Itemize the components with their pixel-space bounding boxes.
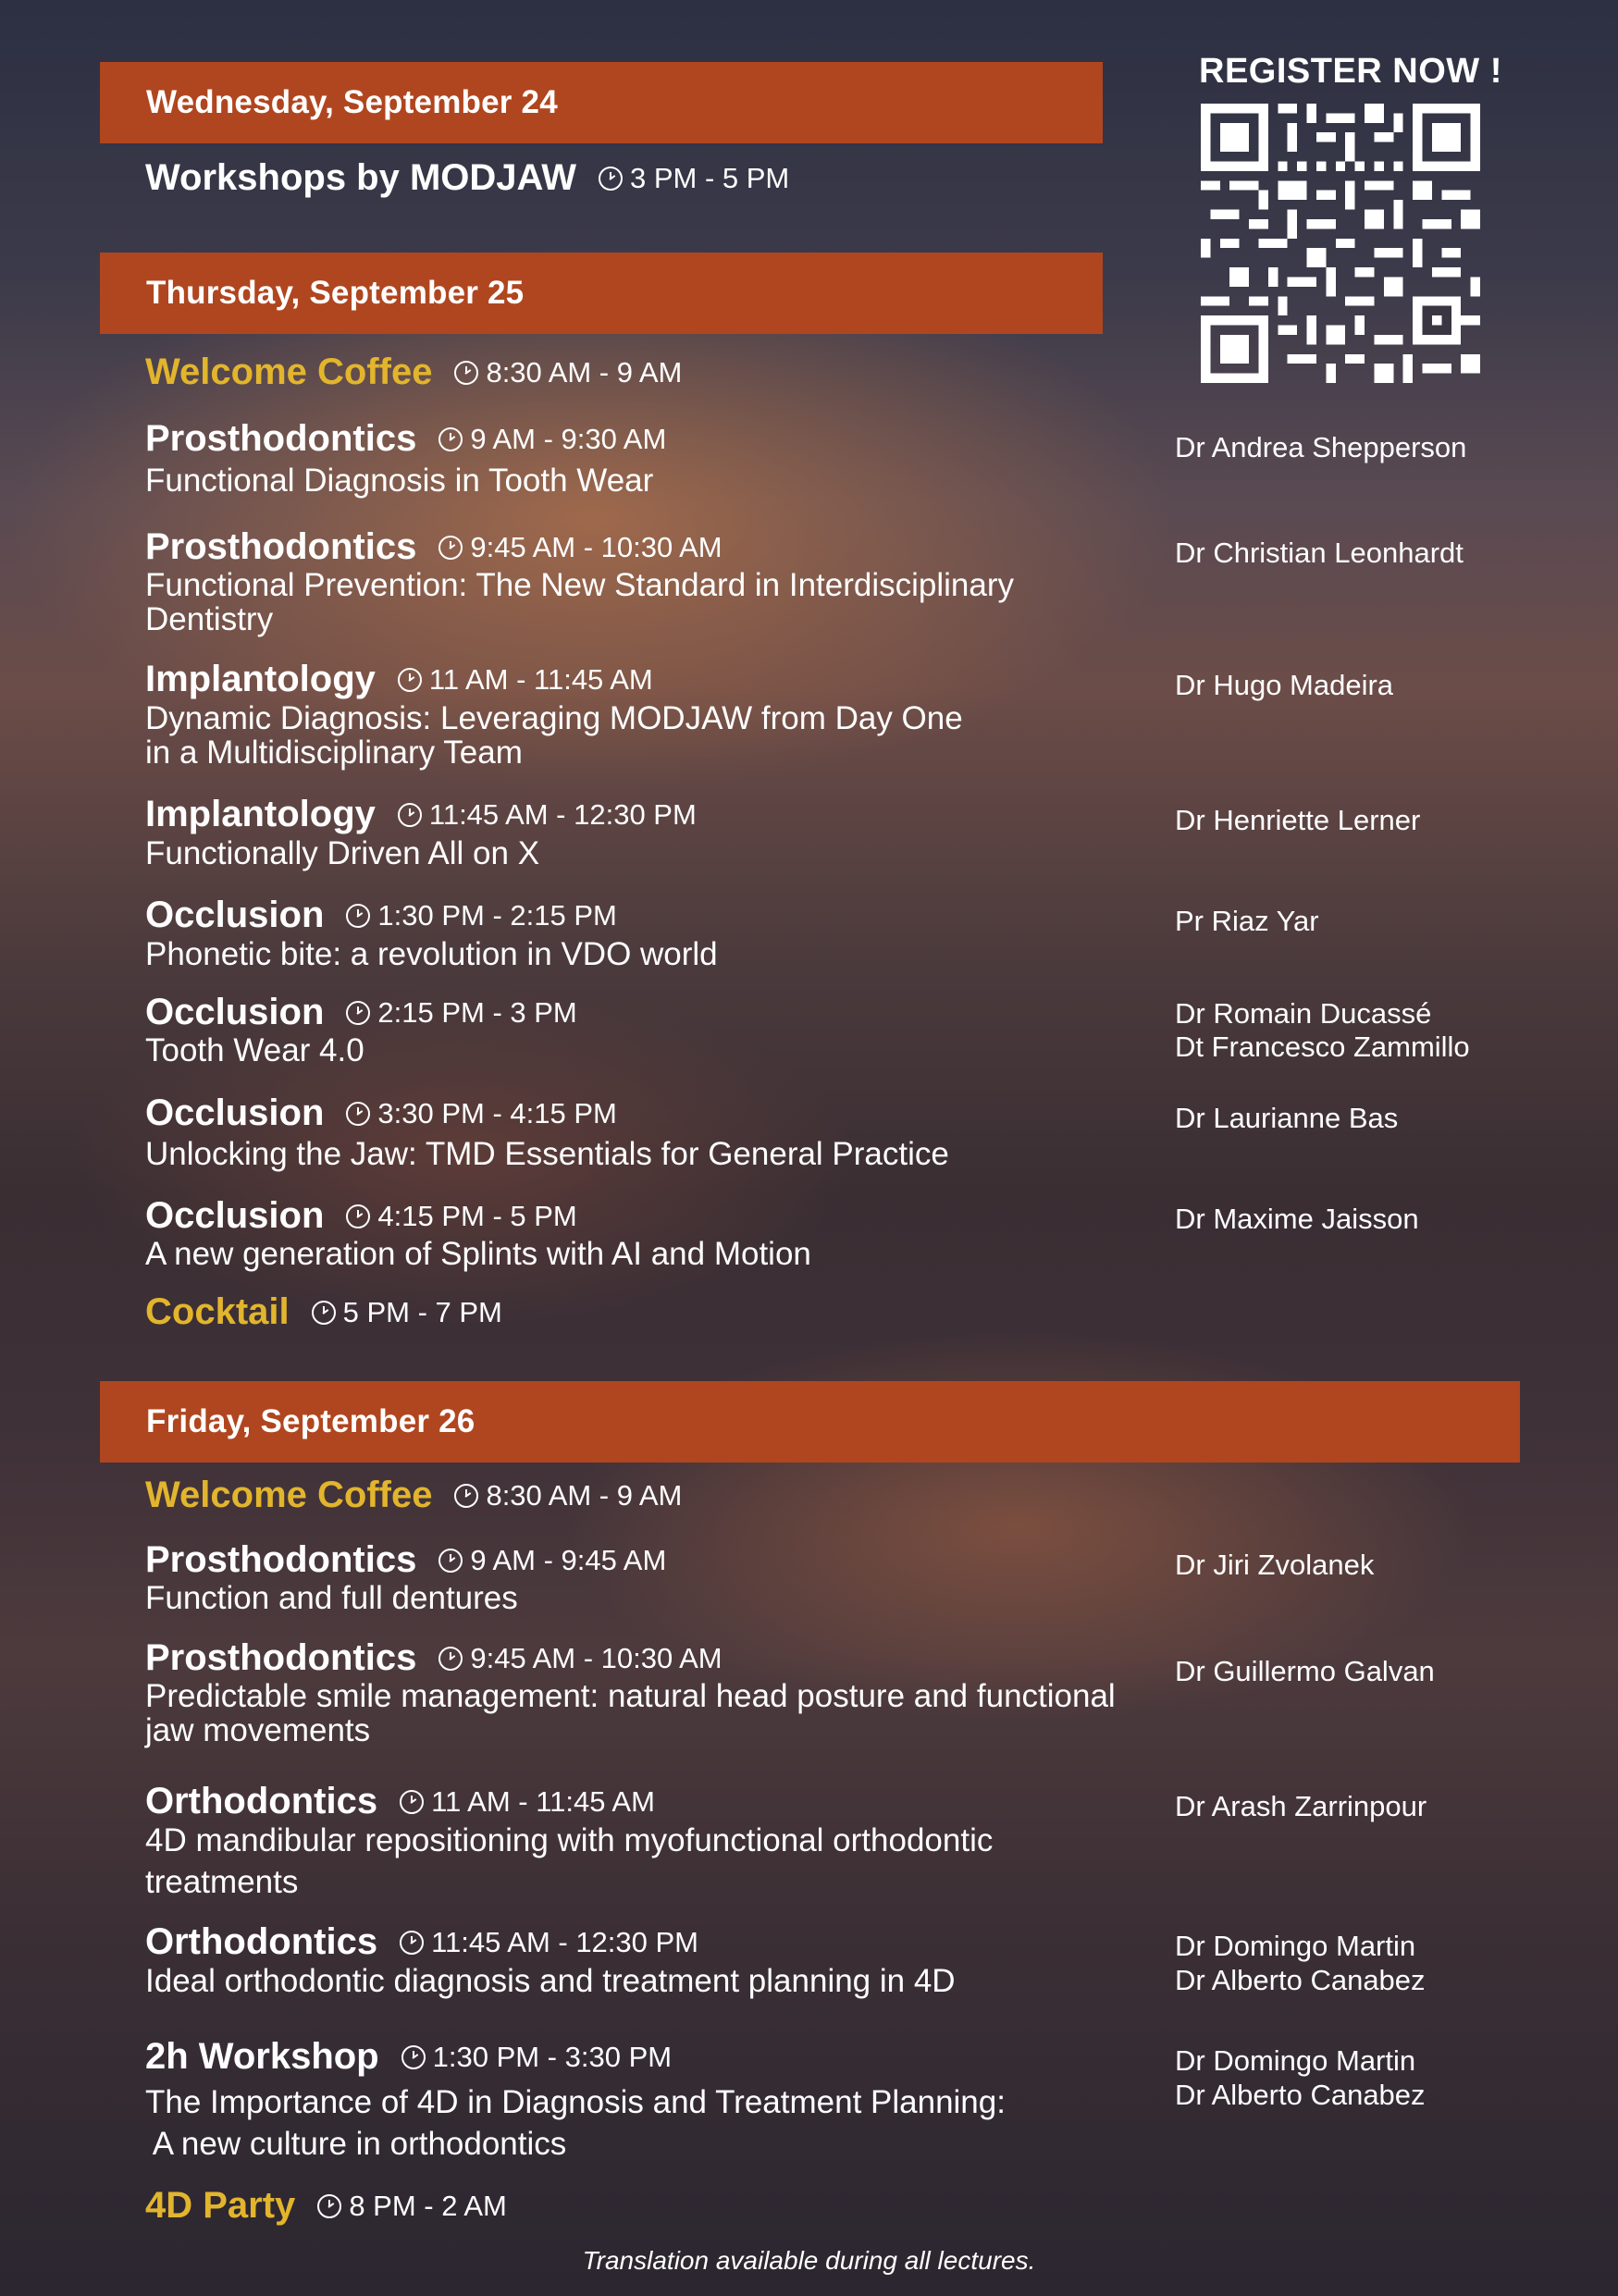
speaker-name: Pr Riaz Yar <box>1175 905 1319 937</box>
session-header: Implantology 11 AM - 11:45 AM <box>145 659 653 699</box>
talk-title: Ideal orthodontic diagnosis and treatment planning in 4D <box>145 1963 956 1999</box>
talk-title: 4D mandibular repositioning with myofunctional orthodontic <box>145 1822 994 1858</box>
speaker-name: Dr Domingo Martin <box>1175 1930 1416 1962</box>
session-header: Occlusion 4:15 PM - 5 PM <box>145 1195 577 1236</box>
talk-title: Dynamic Diagnosis: Leveraging MODJAW from Day One <box>145 700 963 736</box>
speaker-name: Dr Alberto Canabez <box>1175 1964 1426 1996</box>
talk-title: Phonetic bite: a revolution in VDO world <box>145 936 718 972</box>
clock-icon <box>346 904 370 928</box>
session-header: 2h Workshop 1:30 PM - 3:30 PM <box>145 2036 673 2077</box>
session-welcome-coffee: Welcome Coffee 8:30 AM - 9 AM <box>145 1475 683 1515</box>
speaker-name: Dr Andrea Shepperson <box>1175 431 1467 463</box>
session-welcome-coffee: Welcome Coffee 8:30 AM - 9 AM <box>145 352 683 392</box>
speaker-name: Dr Laurianne Bas <box>1175 1102 1399 1134</box>
talk-title: The Importance of 4D in Diagnosis and Treatment Planning: <box>145 2084 1006 2120</box>
clock-icon <box>438 427 463 451</box>
clock-icon <box>346 1001 370 1025</box>
session-header: Implantology 11:45 AM - 12:30 PM <box>145 794 697 834</box>
session-header: Prosthodontics 9 AM - 9:45 AM <box>145 1539 667 1580</box>
talk-title: Unlocking the Jaw: TMD Essentials for General Practice <box>145 1136 949 1172</box>
speaker-name: Dr Maxime Jaisson <box>1175 1203 1419 1235</box>
qr-code[interactable] <box>1201 104 1480 383</box>
clock-icon <box>401 2045 426 2069</box>
speaker-name: Dr Domingo Martin <box>1175 2044 1416 2077</box>
clock-icon <box>400 1790 424 1814</box>
session-workshops: Workshops by MODJAW 3 PM - 5 PM <box>145 157 790 198</box>
session-header: Prosthodontics 9:45 AM - 10:30 AM <box>145 526 723 567</box>
clock-icon <box>317 2194 341 2218</box>
talk-title: Dentistry <box>145 601 274 637</box>
speaker-name: Dr Guillermo Galvan <box>1175 1655 1435 1687</box>
speaker-name: Dr Jiri Zvolanek <box>1175 1549 1375 1581</box>
speaker-name: Dr Henriette Lerner <box>1175 804 1421 836</box>
talk-title: A new generation of Splints with AI and Motion <box>145 1236 811 1272</box>
talk-title: Functional Diagnosis in Tooth Wear <box>145 463 654 499</box>
clock-icon <box>454 361 478 385</box>
clock-icon <box>438 1549 463 1573</box>
speaker-name: Dr Christian Leonhardt <box>1175 537 1464 569</box>
speaker-name: Dr Alberto Canabez <box>1175 2079 1426 2111</box>
clock-icon <box>398 803 422 827</box>
talk-title: Functional Prevention: The New Standard in Interdisciplinary <box>145 567 1015 603</box>
talk-title: Tooth Wear 4.0 <box>145 1032 364 1068</box>
clock-icon <box>346 1204 370 1228</box>
session-4d-party: 4D Party 8 PM - 2 AM <box>145 2185 507 2226</box>
session-header: Orthodontics 11:45 AM - 12:30 PM <box>145 1921 699 1962</box>
session-cocktail: Cocktail 5 PM - 7 PM <box>145 1291 502 1332</box>
talk-title: in a Multidisciplinary Team <box>145 734 523 771</box>
clock-icon <box>400 1931 424 1955</box>
clock-icon <box>312 1301 336 1325</box>
talk-title: treatments <box>145 1864 299 1900</box>
speaker-name: Dr Romain Ducassé <box>1175 997 1432 1030</box>
talk-title: Function and full dentures <box>145 1580 518 1616</box>
clock-icon <box>438 536 463 560</box>
talk-title: Predictable smile management: natural head posture and functional <box>145 1678 1116 1714</box>
clock-icon <box>454 1484 478 1508</box>
talk-title: Functionally Driven All on X <box>145 835 540 871</box>
translation-note: Translation available during all lectures. <box>582 2246 1036 2275</box>
talk-title: jaw movements <box>145 1712 371 1748</box>
speaker-name: Dr Arash Zarrinpour <box>1175 1790 1427 1822</box>
clock-icon <box>599 167 623 191</box>
clock-icon <box>346 1102 370 1126</box>
day-header-thursday: Thursday, September 25 <box>100 253 1103 334</box>
session-header: Prosthodontics 9 AM - 9:30 AM <box>145 418 667 459</box>
session-header: Occlusion 1:30 PM - 2:15 PM <box>145 895 617 935</box>
session-header: Orthodontics 11 AM - 11:45 AM <box>145 1781 655 1821</box>
day-header-friday: Friday, September 26 <box>100 1381 1520 1463</box>
speaker-name: Dt Francesco Zammillo <box>1175 1031 1470 1063</box>
register-now-label: REGISTER NOW ! <box>1199 52 1502 91</box>
session-header: Occlusion 2:15 PM - 3 PM <box>145 992 577 1032</box>
day-header-wednesday: Wednesday, September 24 <box>100 62 1103 143</box>
speaker-name: Dr Hugo Madeira <box>1175 669 1394 701</box>
clock-icon <box>398 668 422 692</box>
session-header: Occlusion 3:30 PM - 4:15 PM <box>145 1092 617 1133</box>
clock-icon <box>438 1647 463 1671</box>
session-header: Prosthodontics 9:45 AM - 10:30 AM <box>145 1637 723 1678</box>
talk-title: A new culture in orthodontics <box>145 2126 567 2162</box>
